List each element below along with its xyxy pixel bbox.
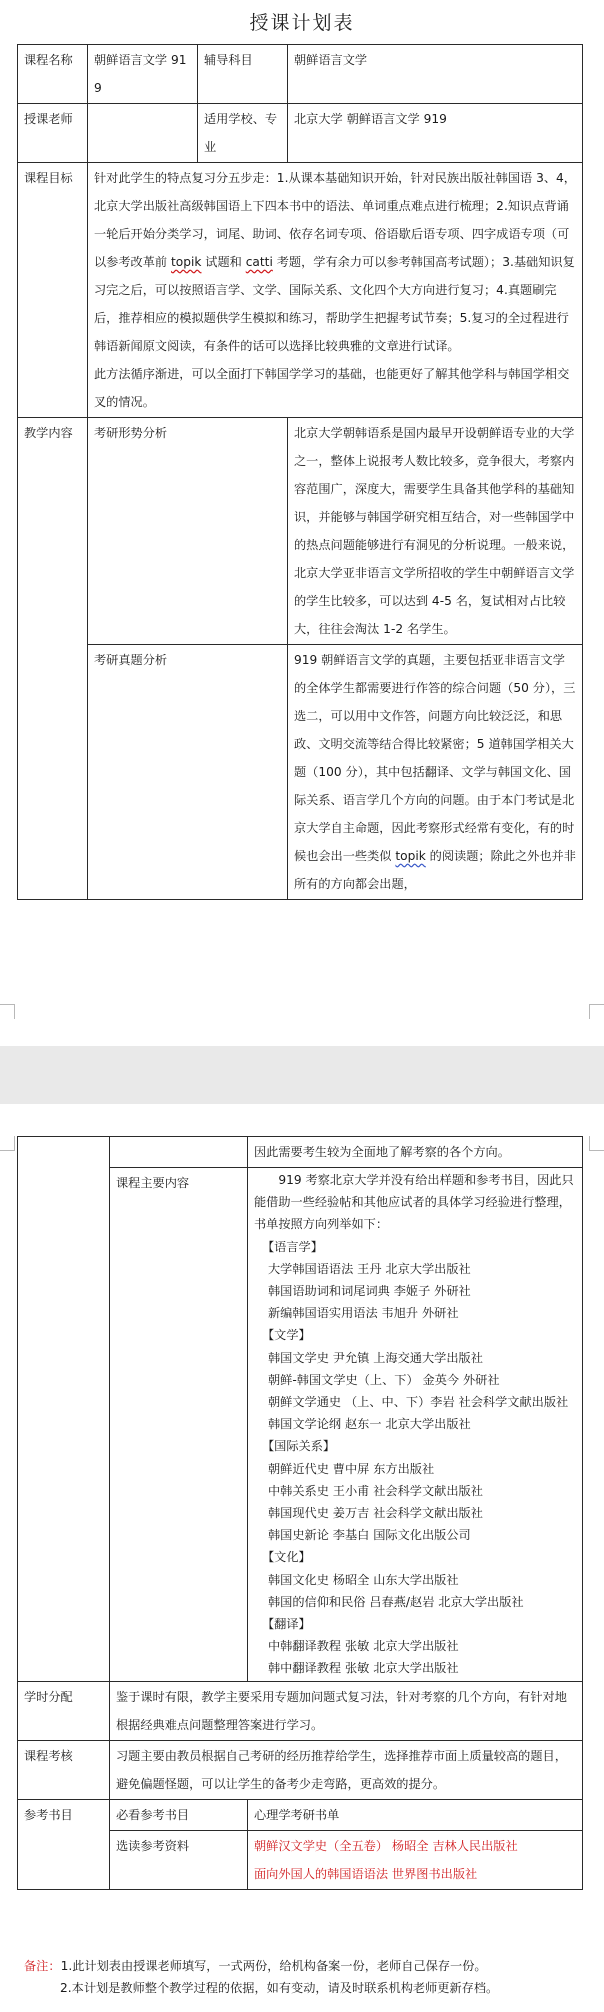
optional-refs-value <box>248 1830 583 1889</box>
references-label: 参考书目 <box>18 1799 110 1889</box>
situation-text: 北京大学朝韩语系是国内最早开设朝鲜语专业的大学之一，整体上说报考人数比较多，竞争很大，考察内容范围广，深度大，需要学生具备其他学科的基础知识，并能够与韩国学研究相互结合，对一些韩国学中的热点问题能够进行有洞见的分析说理。一般来说，北京大学亚非语言文学所招收的学生中朝鲜语言文学的学生比较多，可以达到 4-5 名，复试相对占比较大，往往会淘汰 1-2 名学生。 <box>288 418 583 645</box>
book-category: 【文化】 <box>262 1550 311 1565</box>
assessment-text: 习题主要由教员根据自己考研的经历推荐给学生，选择推荐市面上质量较高的题目，避免偏题怪题，可以让学生的备考少走弯路，更高效的提分。 <box>110 1740 583 1799</box>
book-item: 韩中翻译教程 张敏 北京大学出版社 <box>268 1661 459 1676</box>
optional-ref-item: 面向外国人的韩国语语法 世界图书出版社 <box>254 1866 478 1881</box>
row-assessment <box>18 1740 583 1799</box>
row-objectives <box>18 163 583 418</box>
schedule-text: 鉴于课时有限，教学主要采用专题加问题式复习法，针对考察的几个方向，有针对地根据经典难点问题整理答案进行学习。 <box>110 1681 583 1740</box>
crop-mark <box>0 1136 15 1151</box>
row-course <box>18 45 583 104</box>
objectives-label: 课程目标 <box>18 163 88 418</box>
book-category: 【文学】 <box>262 1328 311 1343</box>
book-item: 韩国文化史 杨昭全 山东大学出版社 <box>268 1572 459 1587</box>
row-references-required <box>18 1799 583 1830</box>
row-schedule <box>18 1681 583 1740</box>
main-content-label: 课程主要内容 <box>110 1168 248 1682</box>
book-item: 中韩关系史 王小甫 社会科学文献出版社 <box>268 1483 483 1498</box>
book-item: 朝鲜-韩国文学史（上、下） 金英今 外研社 <box>268 1372 500 1387</box>
book-category: 【翻译】 <box>262 1617 311 1632</box>
notes <box>24 1955 584 1999</box>
course-name-value: 朝鲜语言文学 919 <box>88 45 198 104</box>
assessment-label: 课程考核 <box>18 1740 110 1799</box>
row-content-exam <box>18 645 583 900</box>
content-label: 教学内容 <box>18 418 88 900</box>
optional-ref-item: 朝鲜汉文学史（全五卷） 杨昭全 吉林人民出版社 <box>254 1838 518 1853</box>
exam-text: 919 朝鲜语言文学的真题，主要包括亚非语言文学的全体学生都需要进行作答的综合问题（50 分），三选二，可以用中文作答，问题方向比较泛泛，和思政、文明交流等结合得比较紧密；5 道韩国学相关大题（100 分），其中包括翻译、文学与韩国文化、国际关系、语言学几个方向的问题。由于本门考试是北京大学自主命题，因此考察形式经常有变化，有的时候也会出一些类似 topik 的阅读题；除此之外也并非所有的方向都会出题， <box>288 645 583 900</box>
exam-label-continued <box>110 1137 248 1168</box>
main-content-intro: 919 考察北京大学并没有给出样题和参考书目，因此只能借助一些经验帖和其他应试者的具体学习经验进行整理，书单按照方向列举如下： <box>254 1173 574 1232</box>
book-item: 新编韩国语实用语法 韦旭升 外研社 <box>268 1306 459 1321</box>
objectives-text <box>88 163 583 418</box>
book-item: 朝鲜文学通史 （上、中、下）李岩 社会科学文献出版社 <box>268 1395 569 1410</box>
book-item: 韩国的信仰和民俗 吕春燕/赵岩 北京大学出版社 <box>268 1594 524 1609</box>
subject-value: 朝鲜语言文学 <box>288 45 583 104</box>
objectives-summary: 此方法循序渐进，可以全面打下韩国学学习的基础，也能更好了解其他学科与韩国学相交叉的情况。 <box>94 367 570 409</box>
row-teacher <box>18 104 583 163</box>
crop-mark <box>589 1004 604 1019</box>
main-content-text <box>248 1168 583 1682</box>
school-major-label: 适用学校、专业 <box>198 104 288 163</box>
crop-mark <box>589 1136 604 1151</box>
required-refs-value: 心理学考研书单 <box>248 1799 583 1830</box>
required-refs-label: 必看参考书目 <box>110 1799 248 1830</box>
note-line-1: 备注：1.此计划表由授课老师填写，一式两份，给机构备案一份，老师自己保存一份。 <box>24 1959 487 1973</box>
book-item: 朝鲜近代史 曹中屏 东方出版社 <box>268 1461 435 1476</box>
teacher-value <box>88 104 198 163</box>
situation-label: 考研形势分析 <box>88 418 288 645</box>
note-line-2: 2.本计划是教师整个教学过程的依据，如有变动，请及时联系机构老师更新存档。 <box>60 1981 499 1995</box>
exam-text-continued: 因此需要考生较为全面地了解考察的各个方向。 <box>248 1137 583 1168</box>
notes-label: 备注： <box>24 1959 61 1973</box>
book-item: 中韩翻译教程 张敏 北京大学出版社 <box>268 1639 459 1654</box>
book-category: 【语言学】 <box>262 1239 323 1254</box>
schedule-label: 学时分配 <box>18 1681 110 1740</box>
topik-term: topik <box>171 255 202 269</box>
course-name-label: 课程名称 <box>18 45 88 104</box>
book-item: 韩国史新论 李基白 国际文化出版公司 <box>268 1528 471 1543</box>
school-major-value: 北京大学 朝鲜语言文学 919 <box>288 104 583 163</box>
objectives-paragraph: 针对此学生的特点复习分五步走：1.从课本基础知识开始，针对民族出版社韩国语 3、4，北京大学出版社高级韩国语上下四本书中的语法、单词重点难点进行梳理；2.知识点背诵一轮后开始分类学习，词尾、助词、依存名词专项、俗语歇后语专项、四字成语专项（可以参考改革前 topik 试题和 catti 考题，学有余力可以参考韩国高考试题）；3.基础知识复习完之后，可以按照语言学、文学、国际关系、文化四个大方向进行复习；4.真题刷完后，推荐相应的模拟题供学生模拟和练习，帮助学生把握考试节奏；5.复习的全过程进行韩语新闻原文阅读，有条件的话可以选择比较典雅的文章进行试译。 <box>94 171 576 353</box>
book-category: 【国际关系】 <box>262 1439 336 1454</box>
page-title: 授课计划表 <box>249 12 355 34</box>
teacher-label: 授课老师 <box>18 104 88 163</box>
subject-label: 辅导科目 <box>198 45 288 104</box>
book-item: 韩国文学论纲 赵东一 北京大学出版社 <box>268 1417 471 1432</box>
optional-refs-label: 选读参考资料 <box>110 1830 248 1889</box>
row-exam-continued <box>18 1137 583 1168</box>
exam-topik-term: topik <box>395 849 426 863</box>
book-item: 韩国语助词和词尾词典 李姬子 外研社 <box>268 1284 471 1299</box>
book-list <box>254 1236 576 1680</box>
crop-mark <box>0 1004 15 1019</box>
plan-table-continued <box>17 1136 583 1890</box>
content-label-continued <box>18 1137 110 1682</box>
row-content-situation <box>18 418 583 645</box>
plan-table <box>17 44 583 900</box>
exam-label: 考研真题分析 <box>88 645 288 900</box>
book-item: 韩国文学史 尹允镇 上海交通大学出版社 <box>268 1350 483 1365</box>
book-item: 大学韩国语语法 王丹 北京大学出版社 <box>268 1261 471 1276</box>
page-gap <box>0 1020 604 1132</box>
book-item: 韩国现代史 姜万吉 社会科学文献出版社 <box>268 1506 483 1521</box>
catti-term: catti <box>245 255 273 269</box>
